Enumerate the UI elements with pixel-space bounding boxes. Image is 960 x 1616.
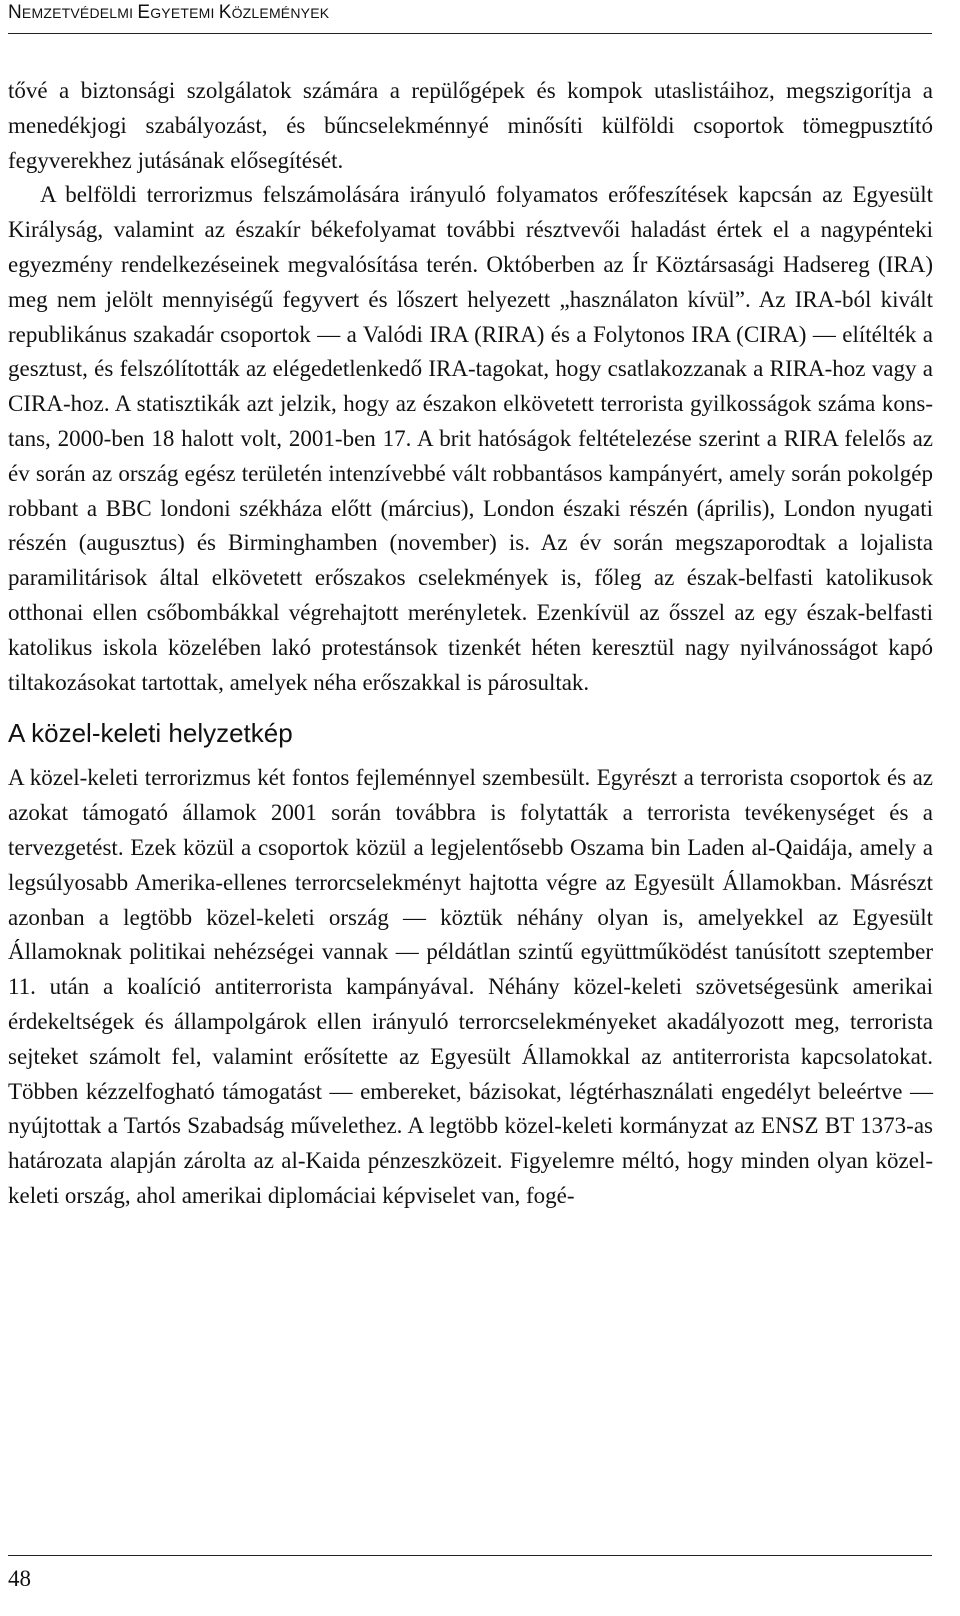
journal-title-initial-3: K xyxy=(218,2,232,23)
page-number: 48 xyxy=(8,1566,31,1591)
footer-rule xyxy=(8,1555,932,1556)
journal-title-part-1: EMZETVÉDELMI xyxy=(21,5,138,21)
journal-title-part-3: ÖZLEMÉNYEK xyxy=(231,5,330,21)
journal-title-initial-2: E xyxy=(137,2,151,23)
running-header xyxy=(8,2,329,24)
paragraph-continued: tővé a biztonsági szolgálatok számára a repülőgépek és kompok utaslistáihoz, megszigorítja a menedékjogi szabályozást, és bűncselekménnyé minősíti külföldi csoportok tömegpusztító fegyverekhez jutásának elősegítését. xyxy=(8,78,933,173)
paragraph-northern-ireland: A belföldi terrorizmus felszámolására irányuló folyamatos erőfeszítések kapcsán az Egyesült Királyság, valamint az északír békefolyamat további résztvevői haladást értek el a nagypénteki egyezmény rendelkezéseinek megvalósítása terén. Októberben az Ír Köztársasági Hadsereg (IRA) meg nem jelölt mennyiségű fegyvert és lőszert helyezett „használaton kívül”. Az IRA-ból kivált republikánus szakadár csoportok — a Valódi IRA (RIRA) és a Folytonos IRA (CIRA) — elítélték a gesztust, és felszólították az elégedetlenkedő IRA-tagokat, hogy csatlakozzanak a RIRA-hoz vagy a CIRA-hoz. A statisztikák azt jelzik, hogy az északon elkövetett terrorista gyilkosságok száma konstans, 2000-ben 18 halott volt, 2001-ben 17. A brit hatóságok feltételezése szerint a RIRA felelős az év során az ország egész területén intenzívebbé vált robbantásos kampányért, amely során pokolgép robbant a BBC londoni székháza előtt (március), London északi részén (április), London nyugati részén (augusztus) és Birminghamben (november) is. Az év során megszaporodtak a lojalista paramilitárisok által elkövetett erőszakos cselekmények is, főleg az észak-belfasti katolikusok otthonai ellen csőbombákkal végrehajtott merényletek. Ezenkívül az ősszel az egy észak-belfasti katolikus iskola közelében lakó protestánsok tizenkét héten keresztül nagy nyilvánosságot kapó tiltakozásokat tartottak, amelyek néha erőszakkal is párosultak. xyxy=(8,182,933,695)
paragraph-middle-east: A közel-keleti terrorizmus két fontos fejleménnyel szembesült. Egyrészt a terrorista csoportok és az azokat támogató államok 2001 során továbbra is folytatták a terrorista tevékenységet és a tervezgetést. Ezek közül a csoportok közül a legjelentősebb Oszama bin Laden al-Qaidája, amely a legsúlyosabb Amerika-ellenes terrorcselekményt hajtotta végre az Egyesült Államokban. Másrészt azonban a legtöbb közel-keleti ország — köztük néhány olyan is, amelyekkel az Egyesült Államoknak politikai nehézségei vannak — példátlan szintű együttműködést tanúsított szeptember 11. után a koalíció antiterrorista kampányával. Néhány közel-keleti szövetségesünk amerikai érdekeltségek és állampolgárok ellen irányuló terrorcselekményeket akadályozott meg, terrorista sejteket számolt fel, valamint erősítette az Egyesült Államokkal az antiterrorista kapcsolatokat. Többen kézzelfogható támogatást — embereket, bázisokat, légtérhasználati engedélyt beleértve — nyújtottak a Tartós Szabadság művelethez. A legtöbb közel-keleti kormányzat az ENSZ BT 1373-as határozata alapján zárolta az al-Kaida pénzeszközeit. Figyelemre méltó, hogy minden olyan közel-keleti ország, ahol amerikai diplomáciai képviselet van, fogé- xyxy=(8,765,933,1208)
journal-title-part-2: GYETEMI xyxy=(150,5,219,21)
header-rule xyxy=(8,33,932,34)
article-body xyxy=(8,74,933,1214)
section-heading: A közel-keleti helyzetkép xyxy=(8,718,293,749)
journal-title-initial-1: N xyxy=(8,2,22,23)
